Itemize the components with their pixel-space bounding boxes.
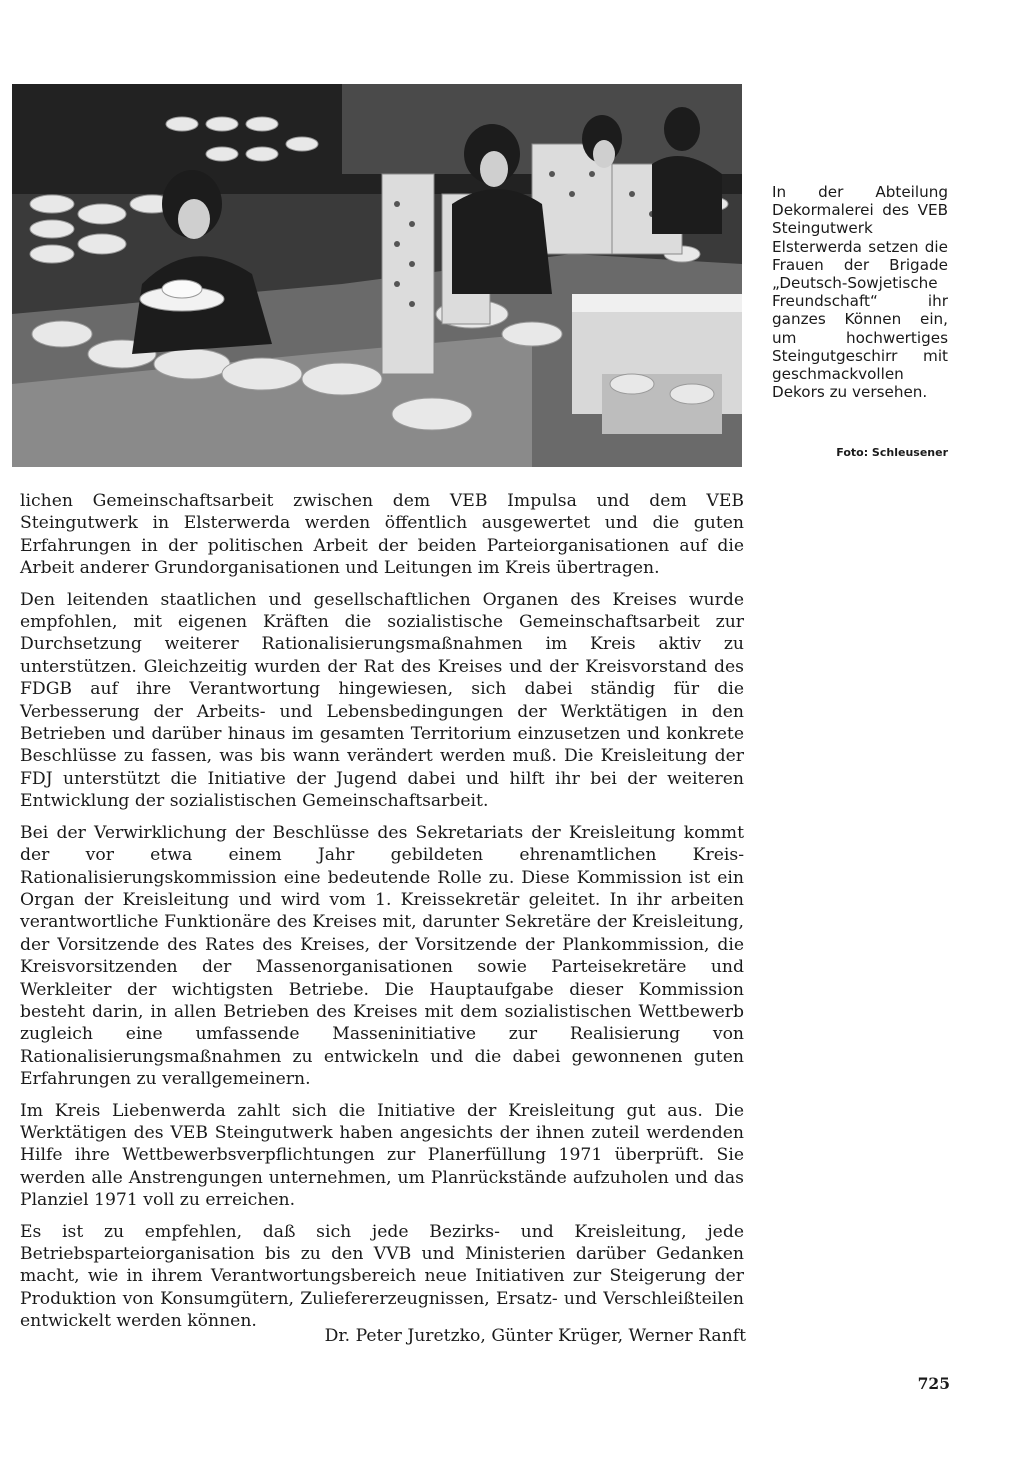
factory-photo (12, 84, 742, 467)
paragraph: Im Kreis Liebenwerda zahlt sich die Initiative der Kreisleitung gut aus. Die Werktätigen des VEB Steingutwerk haben angesichts der ihnen zuteil werdenden Hilfe ihre Wettbewerbsverpflichtungen zur Planerfüllung 1971 überprüft. Sie werden alle Anstrengungen unternehmen, um Planrückstände aufzuholen und das Planziel 1971 voll zu erreichen. (20, 1100, 744, 1211)
paragraph: Den leitenden staatlichen und gesellschaftlichen Organen des Kreises wurde empfohlen, mit eigenen Kräften die sozialistische Gemeinschaftsarbeit zur Durchsetzung weiterer Rationalisierungsmaßnahmen im Kreis aktiv zu unterstützen. Gleichzeitig wurden der Rat des Kreises und der Kreisvorstand des FDGB auf ihre Verantwortung hingewiesen, sich dabei ständig für die Verbesserung der Arbeits- und Lebensbedingungen der Werktätigen in den Betrieben und darüber hinaus im gesamten Territorium einzusetzen und konkrete Beschlüsse zu fassen, was bis wann verändert werden muß. Die Kreisleitung der FDJ unterstützt die Initiative der Jugend dabei und hilft ihr bei der weiteren Entwicklung der sozialistischen Gemeinschaftsarbeit. (20, 589, 744, 812)
photo-credit: Foto: Schleusener (836, 446, 948, 459)
paragraph: lichen Gemeinschaftsarbeit zwischen dem VEB Impulsa und dem VEB Steingutwerk in Elsterwerda werden öffentlich ausgewertet und die guten Erfahrungen in der politischen Arbeit der beiden Parteiorganisationen auf die Arbeit anderer Grundorganisationen und Leitungen im Kreis übertragen. (20, 491, 744, 579)
paragraph: Bei der Verwirklichung der Beschlüsse des Sekretariats der Kreisleitung kommt der vor etwa einem Jahr gebildeten ehrenamtlichen Kreis-Rationalisierungskommission eine bedeutende Rolle zu. Diese Kommission ist ein Organ der Kreisleitung und wird vom 1. Kreissekretär geleitet. In ihr arbeiten verantwortliche Funktionäre des Kreises mit, darunter Sekretäre der Kreisleitung, der Vorsitzende des Rates des Kreises, der Vorsitzende der Plankommission, die Kreisvorsitzenden der Massenorganisationen sowie Parteisekretäre und Werkleiter der wichtigsten Betriebe. Die Hauptaufgabe dieser Kommission besteht darin, in allen Betrieben des Kreises mit dem sozialistischen Wettbewerb zugleich eine umfassende Masseninitiative zur Realisierung von Rationalisierungsmaßnahmen zu entwickeln und die dabei gewonnenen guten Erfahrungen zu verallgemeinern. (20, 822, 744, 1090)
article-body (20, 490, 744, 1342)
paragraph: Es ist zu empfehlen, daß sich jede Bezirks- und Kreisleitung, jede Betriebsparteiorganisation bis zu den VVB und Ministerien darüber Gedanken macht, wie in ihrem Verantwortungsbereich neue Initiativen zur Steigerung der Produktion von Konsumgütern, Zuliefererzeugnissen, Ersatz- und Verschleißteilen entwickelt werden können. (20, 1221, 744, 1332)
authors-line: Dr. Peter Juretzko, Günter Krüger, Werner Ranft (324, 1326, 746, 1346)
photo-caption: In der Abteilung Dekormalerei des VEB Steingutwerk Elsterwerda setzen die Frauen der Brigade „Deutsch-Sowjetische Freundschaft“ ihr ganzes Können ein, um hochwertiges Steingutgeschirr mit geschmackvollen Dekors zu versehen. (772, 183, 948, 402)
page-number: 725 (917, 1374, 950, 1393)
